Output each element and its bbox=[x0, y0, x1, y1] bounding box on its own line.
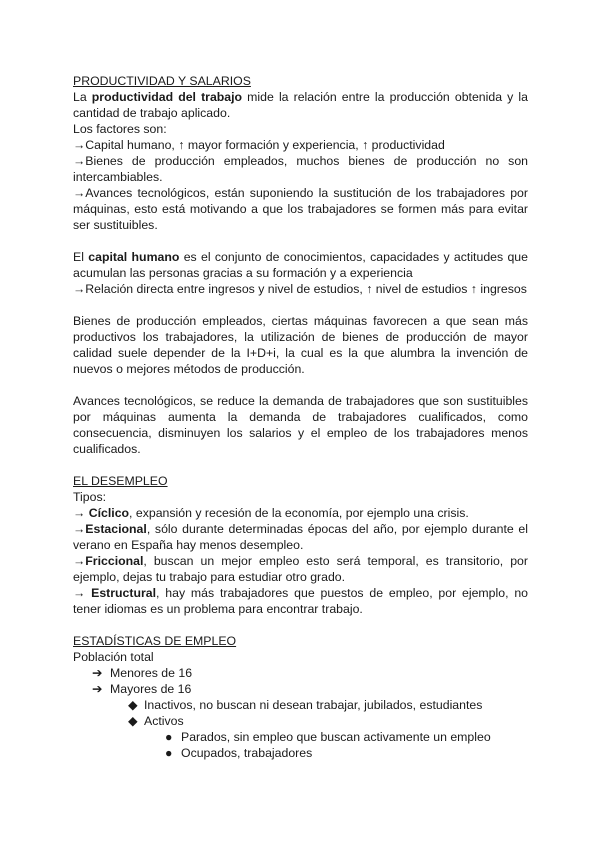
list-item-label: Menores de 16 bbox=[110, 666, 193, 680]
tipo-text: , expansión y recesión de la economía, por ejemplo una crisis. bbox=[129, 506, 469, 520]
tipo-item-ciclico bbox=[73, 505, 528, 521]
capital-text: El bbox=[73, 250, 89, 264]
list-item-label: Inactivos, no buscan ni desean trabajar, jubilados, estudiantes bbox=[144, 698, 483, 712]
tipo-term: Cíclico bbox=[88, 506, 130, 520]
avances-paragraph: Avances tecnológicos, se reduce la demanda de trabajadores que son sustituibles por máquinas aumenta la demanda de trabajadores cualificados, como consecuencia, disminuyen los salarios y el empleo de los trabajadores menos cualificados. bbox=[73, 394, 528, 456]
capital-text-rest: es el conjunto de conocimientos, capacidades y actitudes que acumulan las personas gracias a su formación y a experiencia bbox=[73, 250, 528, 280]
arrow-bullet-icon: ➔ bbox=[92, 682, 103, 696]
factor-item: →Capital humano, ↑ mayor formación y experiencia, ↑ productividad bbox=[73, 138, 445, 152]
section-heading-desempleo: EL DESEMPLEO bbox=[73, 474, 168, 488]
tipo-text: , hay más trabajadores que puestos de empleo, por ejemplo, no tener idiomas es un problema para encontrar trabajo. bbox=[73, 586, 528, 616]
tipo-text: , sólo durante determinadas épocas del año, por ejemplo durante el verano en España hay menos desempleo. bbox=[73, 522, 528, 552]
tipo-item-estructural bbox=[73, 585, 528, 617]
list-item-inactivos bbox=[73, 697, 528, 713]
arrow-icon: → bbox=[73, 586, 92, 600]
tipos-label: Tipos: bbox=[73, 490, 107, 504]
list-item-label: Mayores de 16 bbox=[110, 682, 192, 696]
list-item-ocupados bbox=[73, 745, 528, 761]
list-item-mayores bbox=[73, 681, 528, 697]
arrow-icon: → bbox=[73, 522, 86, 536]
circle-bullet-icon: ● bbox=[165, 746, 173, 760]
capital-humano-paragraph bbox=[73, 249, 528, 281]
list-item-activos bbox=[73, 713, 528, 729]
tipo-text: , buscan un mejor empleo esto será temporal, es transitorio, por ejemplo, dejas tu trabajo para estudiar otro grado. bbox=[73, 554, 528, 584]
capital-bold-term: capital humano bbox=[88, 250, 180, 264]
list-item-label: Ocupados, trabajadores bbox=[181, 746, 313, 760]
intro-text-rest: mide la relación entre la producción obtenida y la cantidad de trabajo aplicado. bbox=[73, 90, 528, 120]
tipo-term: Estructural bbox=[91, 586, 157, 600]
arrow-icon: → bbox=[73, 506, 89, 520]
factores-label: Los factores son: bbox=[73, 122, 167, 136]
intro-text: La bbox=[73, 90, 92, 104]
list-item-menores bbox=[73, 665, 528, 681]
section-heading-productividad: PRODUCTIVIDAD Y SALARIOS bbox=[73, 74, 251, 88]
bienes-paragraph: Bienes de producción empleados, ciertas máquinas favorecen a que sean más productivos los trabajadores, la utilización de bienes de producción de mayor calidad suele depender de la I+D+i, la cual es la que alumbra la invención de nuevos o mejores métodos de producción. bbox=[73, 314, 528, 376]
list-item-label: Activos bbox=[144, 714, 184, 728]
productividad-intro bbox=[73, 89, 528, 121]
tipo-item-estacional bbox=[73, 521, 528, 553]
document-page bbox=[73, 73, 528, 761]
tipo-term: Friccional bbox=[85, 554, 144, 568]
arrow-bullet-icon: ➔ bbox=[92, 666, 103, 680]
list-item-label: Parados, sin empleo que buscan activamente un empleo bbox=[181, 730, 491, 744]
arrow-icon: → bbox=[73, 554, 86, 568]
factor-item: →Avances tecnológicos, están suponiendo la sustitución de los trabajadores por máquinas, esto está motivando a que los trabajadores se formen más para evitar ser sustituibles. bbox=[73, 186, 528, 232]
intro-bold-term: productividad del trabajo bbox=[91, 90, 243, 104]
list-item-parados bbox=[73, 729, 528, 745]
tipo-item-friccional bbox=[73, 553, 528, 585]
poblacion-total: Población total bbox=[73, 650, 154, 664]
capital-relacion: →Relación directa entre ingresos y nivel de estudios, ↑ nivel de estudios ↑ ingresos bbox=[73, 282, 527, 296]
tipo-term: Estacional bbox=[85, 522, 147, 536]
section-heading-estadisticas: ESTADÍSTICAS DE EMPLEO bbox=[73, 634, 237, 648]
circle-bullet-icon: ● bbox=[165, 730, 173, 744]
diamond-bullet-icon: ◆ bbox=[128, 698, 138, 712]
diamond-bullet-icon: ◆ bbox=[128, 714, 138, 728]
factor-item: →Bienes de producción empleados, muchos bienes de producción no son intercambiables. bbox=[73, 154, 528, 184]
